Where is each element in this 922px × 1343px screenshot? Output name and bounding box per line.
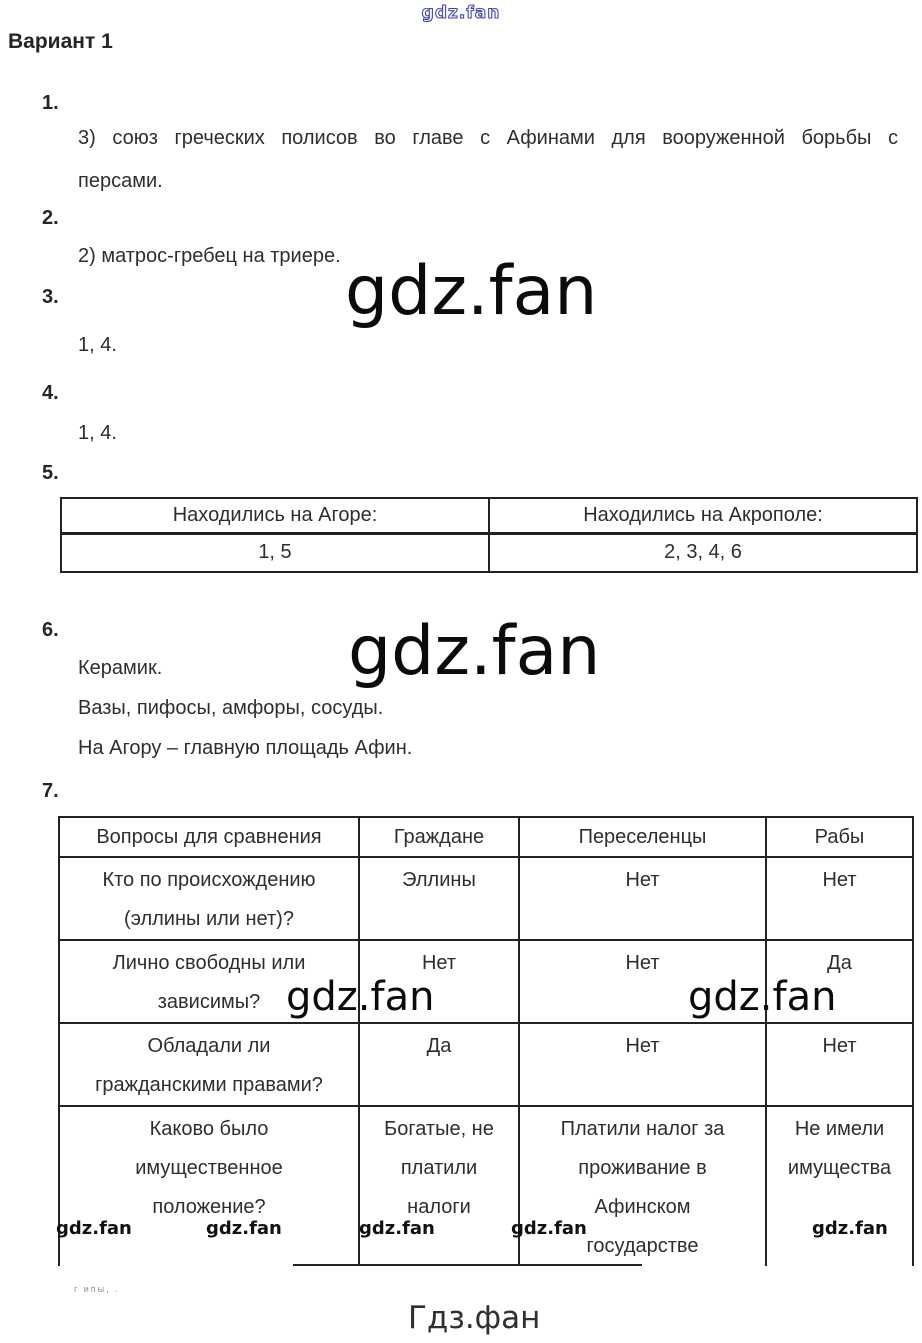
answer-4-number: 4. xyxy=(42,382,59,404)
cell-line: имущественное xyxy=(135,1157,283,1179)
cell-line: государстве xyxy=(586,1235,699,1257)
table7-partial-bottom-border xyxy=(293,1264,642,1266)
answer-4-line: 1, 4. xyxy=(78,422,117,444)
answer-1-line: 3) союз греческих полисов во главе с Афинами для вооруженной борьбы с xyxy=(78,127,898,149)
large-watermark: gdz.fan xyxy=(348,612,601,691)
table7-header-settlers: Переселенцы xyxy=(519,817,766,857)
table-header-row xyxy=(59,817,913,857)
small-watermark: gdz.fan xyxy=(812,1218,888,1239)
table-row xyxy=(59,1106,913,1266)
page-title: Вариант 1 xyxy=(8,30,113,53)
table7-header-citizens: Граждане xyxy=(359,817,519,857)
cell-line: Нет xyxy=(625,952,660,974)
answer-7-number: 7. xyxy=(42,780,59,802)
cell-line: платили xyxy=(400,1157,478,1179)
answer-6-line: Керамик. xyxy=(78,657,163,679)
answer-6-number: 6. xyxy=(42,619,59,641)
agora-acropolis-table xyxy=(60,497,918,573)
cell-line: зависимы? xyxy=(157,991,261,1013)
table5-header-agora: Находились на Агоре: xyxy=(61,498,489,533)
cell-line: Лично свободны или xyxy=(112,952,306,974)
large-watermark: gdz.fan xyxy=(345,252,598,331)
cell-line: налоги xyxy=(407,1196,471,1218)
answer-1-line: персами. xyxy=(78,170,163,192)
answer-2-number: 2. xyxy=(42,207,59,229)
comparison-table xyxy=(58,816,912,1266)
table-header-row xyxy=(61,498,917,533)
cell-line: Платили налог за xyxy=(560,1118,725,1140)
answer-3-line: 1, 4. xyxy=(78,334,117,356)
cell-line: (эллины или нет)? xyxy=(124,908,294,930)
cell-line: Не имели xyxy=(794,1118,885,1140)
table5-value-acropolis: 2, 3, 4, 6 xyxy=(489,533,917,572)
cell-line: Нет xyxy=(822,1035,857,1057)
table-cell xyxy=(59,857,359,940)
cell-line: Нет xyxy=(421,952,457,974)
answer-6-line: Вазы, пифосы, амфоры, сосуды. xyxy=(78,697,384,719)
top-watermark: gdz.fan xyxy=(421,3,501,23)
table-row xyxy=(59,857,913,940)
table-cell xyxy=(359,857,519,940)
answer-3-number: 3. xyxy=(42,286,59,308)
table-cell xyxy=(59,1106,359,1266)
small-watermark: gdz.fan xyxy=(511,1218,587,1239)
cell-line: Афинском xyxy=(594,1196,691,1218)
table-watermark: gdz.fan xyxy=(688,974,837,1020)
table-cell xyxy=(766,1106,913,1266)
answer-5-number: 5. xyxy=(42,462,59,484)
cell-line: Да xyxy=(827,952,852,974)
scan-artifact-text: г ипы, . xyxy=(74,1284,120,1294)
table-cell xyxy=(766,1023,913,1106)
table5-value-agora: 1, 5 xyxy=(61,533,489,572)
cell-line: Обладали ли xyxy=(147,1035,271,1057)
answer-1-number: 1. xyxy=(42,92,59,114)
table-cell xyxy=(519,1106,766,1266)
table7-header-questions: Вопросы для сравнения xyxy=(59,817,359,857)
table-cell xyxy=(766,857,913,940)
small-watermark: gdz.fan xyxy=(359,1218,435,1239)
cell-line: Нет xyxy=(822,869,857,891)
cell-line: Эллины xyxy=(402,869,476,891)
answer-2-line: 2) матрос-гребец на триере. xyxy=(78,245,341,267)
cell-line: положение? xyxy=(152,1196,266,1218)
cell-line: проживание в xyxy=(578,1157,707,1179)
table5-header-acropolis: Находились на Акрополе: xyxy=(489,498,917,533)
table-cell xyxy=(519,1023,766,1106)
cell-line: Да xyxy=(426,1035,452,1057)
table-cell xyxy=(359,1106,519,1266)
cell-line: Каково было xyxy=(149,1118,269,1140)
footer-brand: Гдз.фан xyxy=(408,1300,541,1336)
table-cell xyxy=(59,1023,359,1106)
small-watermark: gdz.fan xyxy=(56,1218,132,1239)
table7-header-slaves: Рабы xyxy=(766,817,913,857)
table-cell xyxy=(519,857,766,940)
cell-line: Нет xyxy=(625,869,660,891)
cell-line: Кто по происхождению xyxy=(102,869,316,891)
table-row xyxy=(59,1023,913,1106)
cell-line: Богатые, не xyxy=(384,1118,494,1140)
answer-6-line: На Агору – главную площадь Афин. xyxy=(78,737,413,759)
table-cell xyxy=(359,1023,519,1106)
cell-line: имущества xyxy=(787,1157,892,1179)
cell-line: гражданскими правами? xyxy=(95,1074,323,1096)
cell-line: Нет xyxy=(625,1035,660,1057)
small-watermark: gdz.fan xyxy=(206,1218,282,1239)
table-watermark: gdz.fan xyxy=(286,974,435,1020)
table-row xyxy=(61,533,917,572)
